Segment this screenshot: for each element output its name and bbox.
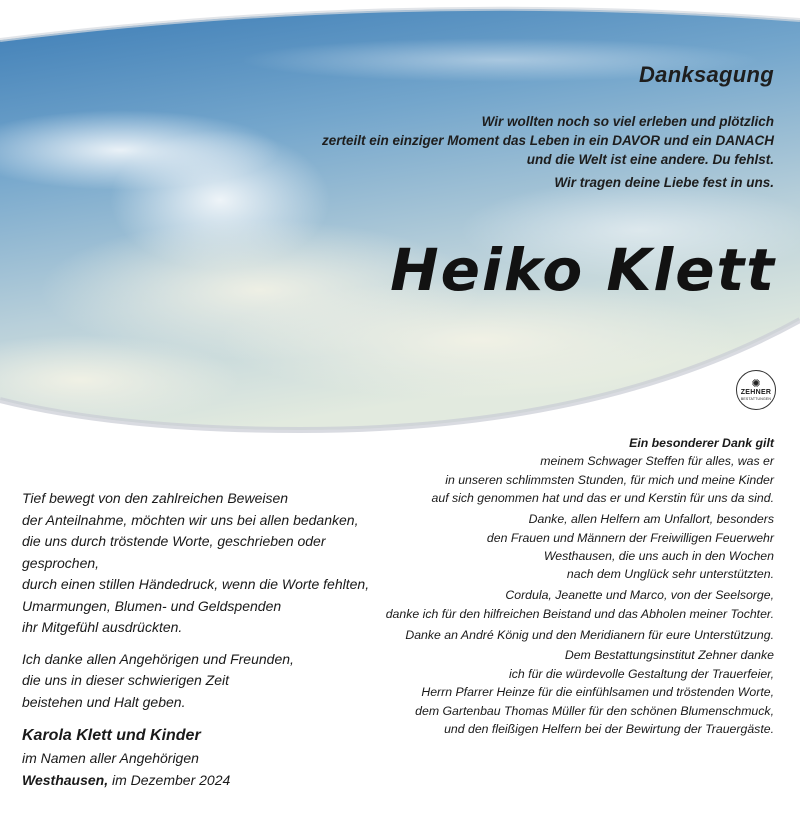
text-line: die uns in dieser schwierigen Zeit	[22, 672, 229, 688]
text-line: nach dem Unglück sehr unterstützten.	[566, 567, 774, 582]
opening-quote	[314, 112, 774, 192]
text-line: der Anteilnahme, möchten wir uns bei allen bedanken,	[22, 511, 359, 528]
thanks-paragraph-1	[22, 488, 402, 639]
signature: Karola Klett und Kinder	[22, 727, 201, 744]
quote-line: zerteilt ein einziger Moment das Leben in ein DAVOR und ein DANACH	[321, 133, 774, 148]
thanks-block-firefighters	[354, 510, 774, 584]
place: Westhausen,	[22, 772, 109, 788]
text-line: danke ich für den hilfreichen Beistand und das Abholen meiner Tochter.	[385, 606, 774, 621]
signature-subline: im Namen aller Angehörigen	[22, 750, 199, 766]
text-line: durch einen stillen Händedruck, wenn die Worte fehlten,	[22, 576, 370, 592]
thanks-paragraph-2	[22, 649, 402, 714]
text-line: Westhausen, die uns auch in den Wochen	[543, 548, 774, 563]
logo-subtitle: BESTATTUNGEN	[740, 397, 772, 401]
text-line: Herrn Pfarrer Heinze für die einfühlsamen und tröstenden Worte,	[421, 685, 774, 700]
text-line: dem Gartenbau Thomas Müller für den schönen Blumenschmuck,	[415, 703, 774, 718]
text-line: die uns durch tröstende Worte, geschrieben oder gesprochen,	[22, 533, 326, 571]
text-line: in unseren schlimmsten Stunden, für mich und meine Kinder	[445, 472, 774, 487]
date: im Dezember 2024	[108, 772, 231, 788]
text-line: und den fleißigen Helfern bei der Bewirtung der Trauergäste.	[444, 722, 774, 737]
dandelion-icon: ✺	[751, 378, 761, 390]
text-line: Danke an André König und den Meridianern für eure Unterstützung.	[405, 627, 774, 642]
funeral-home-logo	[736, 370, 776, 410]
text-line: Dem Bestattungsinstitut Zehner danke	[564, 648, 774, 663]
text-line: auf sich genommen hat und das er und Kerstin für uns da sind.	[431, 491, 774, 506]
heading-danksagung: Danksagung	[638, 62, 774, 87]
quote-closing-line: Wir tragen deine Liebe fest in uns.	[554, 175, 774, 190]
deceased-name: Heiko Klett	[390, 236, 776, 304]
text-line: beistehen und Halt geben.	[22, 693, 186, 710]
text-line: Danke, allen Helfern am Unfallort, besonders	[528, 512, 774, 527]
thanks-block-family	[354, 452, 774, 507]
thanks-block-pastoral	[354, 586, 774, 623]
left-column	[22, 488, 402, 791]
quote-line: Wir wollten noch so viel erleben und plötzlich	[481, 114, 774, 129]
place-date	[22, 769, 402, 791]
special-thanks-heading: Ein besonderer Dank gilt	[629, 436, 774, 450]
text-line: ihr Mitgefühl ausdrückten.	[22, 619, 183, 635]
logo-brand: ZEHNER	[740, 389, 772, 396]
thanks-block-funeral	[354, 646, 774, 738]
quote-line: und die Welt ist eine andere. Du fehlst.	[526, 152, 774, 167]
text-line: ich für die würdevolle Gestaltung der Trauerfeier,	[509, 666, 774, 681]
text-line: Cordula, Jeanette und Marco, von der Seelsorge,	[505, 588, 774, 603]
text-line: Ich danke allen Angehörigen und Freunden,	[22, 650, 294, 667]
thanks-block-friends	[354, 626, 774, 644]
right-column	[354, 434, 774, 739]
text-line: den Frauen und Männern der Freiwilligen Feuerwehr	[486, 530, 774, 545]
text-line: meinem Schwager Steffen für alles, was er	[540, 454, 774, 469]
text-line: Tief bewegt von den zahlreichen Beweisen	[22, 490, 289, 506]
text-line: Umarmungen, Blumen- und Geldspenden	[22, 597, 282, 614]
